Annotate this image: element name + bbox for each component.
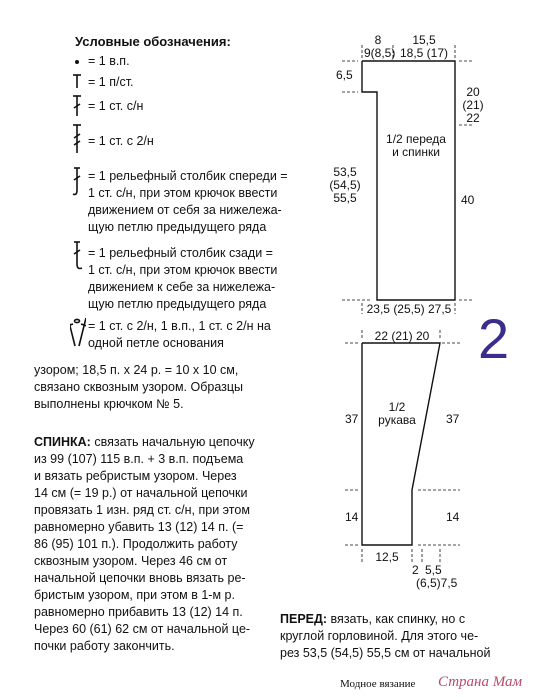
body-total-height: 53,5 (54,5) 55,5 [329,165,361,205]
footer-magazine: Модное вязание [340,678,416,690]
sleeve-bottom-var2: (6,5)7,5 [416,576,458,590]
body-side: 40 [461,193,475,207]
sleeve-bottom-width: 12,5 [375,550,399,564]
legend-item-back-post: = 1 рельефный столбик сзади = 1 ст. с/н, при этом крючок ввести движением к себе за нижележа- щую петлю предыдущего ряда [88,246,278,311]
body-armhole: 20 (21) 22 [462,85,484,125]
body-outline [362,61,455,300]
legend-item-tr: = 1 ст. с 2/н [88,134,154,148]
legend-item-front-post: = 1 рельефный столбик спереди = 1 ст. с/н, при этом крючок ввести движением от себя за нижележа- щую петлю предыдущего ряда [88,169,288,234]
legend-title: Условные обозначения: [75,34,231,49]
sleeve-outline [362,343,440,545]
body-top-shoulder-var: 9(8,5) [364,46,396,60]
body-neck-depth: 6,5 [336,68,353,82]
front-heading: ПЕРЕД: [280,612,328,626]
sleeve-right-height: 37 [446,412,460,426]
sleeve-bottom-small: 2 [412,563,419,577]
watermark: Страна Мам [438,674,523,690]
legend-item-hdc: = 1 п/ст. [88,75,134,89]
front-paragraph: ПЕРЕД: вязать, как спинку, но с круглой горловиной. Для этого че- рез 53,5 (54,5) 55,5 см от начальной [280,612,491,660]
sleeve-bottom-var1: 5,5 [425,563,442,577]
back-paragraph: СПИНКА: связать начальную цепочку из 99 (107) 115 в.п. + 3 в.п. подъема и вязать ребристым узором. Через 14 см (= 19 р.) от начальной цепочки провязать 1 изн. ряд ст. с/н, при этом равномерно убавить 13 (12) 14 п. (= 86 (95) 101 п.). Продолжить работу сквозным узором. Через 46 см от начальной цепочки вновь вязать ре- бристым узором, при этом в 1-м р. равномерно прибавить 13 (12) 14 п. Через 60 (61) 62 см от начальной це- почки работу закончить. [34,435,255,653]
body-label: 1/2 переда и спинки [386,132,446,159]
back-heading: СПИНКА: [34,435,91,449]
sleeve-left-cuff: 14 [345,510,359,524]
legend-item-chain: = 1 в.п. [88,54,130,68]
sleeve-label: 1/2 рукава [378,400,416,427]
sleeve-top-width: 22 (21) 20 [374,329,430,343]
body-top-neck-var: 18,5 (17) [399,46,449,60]
body-bottom-width: 23,5 (25,5) 27,5 [366,302,452,316]
body-top-neck: 15,5 [412,33,436,47]
gauge-paragraph: узором; 18,5 п. х 24 р. = 10 х 10 см, связано сквозным узором. Образцы выполнены крючком № 5. [34,363,244,411]
legend-item-dc: = 1 ст. с/н [88,99,144,113]
page-number: 2 [478,307,510,370]
sleeve-left-height: 37 [345,412,359,426]
sleeve-right-cuff: 14 [446,510,460,524]
legend-item-v-stitch: = 1 ст. с 2/н, 1 в.п., 1 ст. с 2/н на одной петле основания [88,319,271,350]
body-top-shoulder: 8 [374,33,382,47]
